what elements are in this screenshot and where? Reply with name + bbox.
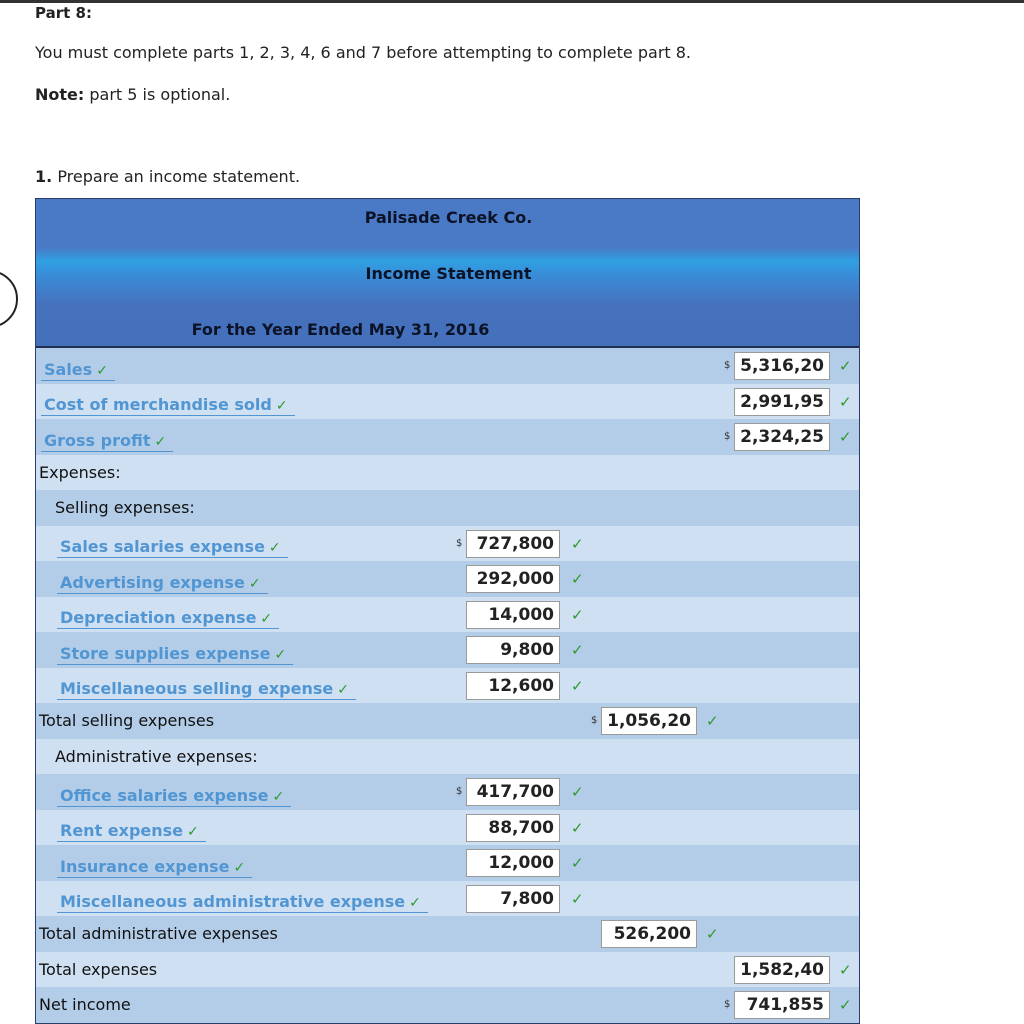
check-icon: ✓ — [409, 895, 421, 911]
store-supplies-amount-input[interactable]: 9,800 — [466, 636, 560, 664]
store-supplies-label-select[interactable]: Store supplies expense ✓ — [57, 644, 293, 665]
note-label: Note: — [35, 85, 85, 104]
check-icon: ✓ — [839, 996, 852, 1014]
row-selling-heading — [36, 490, 859, 526]
row-admin-heading — [36, 739, 859, 775]
note-text — [35, 85, 230, 104]
check-icon: ✓ — [706, 925, 719, 943]
total-selling-label: Total selling expenses — [39, 711, 215, 730]
statement-header — [36, 199, 859, 348]
dollar-sign: $ — [456, 786, 463, 797]
income-statement-table — [35, 198, 860, 1024]
depreciation-amount-input[interactable]: 14,000 — [466, 601, 560, 629]
insurance-label-select[interactable]: Insurance expense ✓ — [57, 857, 252, 878]
advertising-label-select[interactable]: Advertising expense ✓ — [57, 573, 268, 594]
check-icon: ✓ — [260, 611, 273, 627]
sales-label-select[interactable]: Sales ✓ — [41, 360, 115, 381]
row-depreciation — [36, 597, 859, 633]
check-icon: ✓ — [839, 428, 852, 446]
check-icon: ✓ — [839, 960, 852, 979]
row-cogs — [36, 384, 859, 420]
row-sales-salaries — [36, 526, 859, 562]
selling-expenses-heading: Selling expenses: — [55, 498, 195, 517]
check-icon: ✓ — [571, 854, 584, 872]
dollar-sign: $ — [724, 999, 731, 1010]
cogs-amount-input[interactable]: 2,991,95 — [734, 388, 830, 416]
total-admin-label: Total administrative expenses — [39, 924, 278, 943]
row-advertising — [36, 561, 859, 597]
check-icon: ✓ — [187, 824, 199, 840]
check-icon: ✓ — [571, 570, 584, 588]
row-net-income — [36, 987, 859, 1023]
part-title: Part 8: — [35, 4, 92, 22]
question-number: 1. — [35, 167, 53, 186]
check-icon: ✓ — [275, 398, 288, 414]
dollar-sign: $ — [724, 360, 731, 371]
net-income-label: Net income — [39, 995, 131, 1014]
note-body: part 5 is optional. — [89, 85, 231, 104]
dollar-sign: $ — [456, 537, 463, 549]
check-icon: ✓ — [248, 575, 261, 592]
check-icon: ✓ — [96, 362, 108, 379]
net-income-amount-input[interactable]: 741,855 — [734, 991, 830, 1019]
row-gross-profit — [36, 419, 859, 455]
total-selling-amount-input[interactable]: 1,056,20 — [601, 707, 697, 735]
check-icon: ✓ — [706, 712, 719, 730]
question-prompt — [35, 167, 300, 186]
advertising-amount-input[interactable]: 292,000 — [466, 565, 560, 593]
check-icon: ✓ — [268, 540, 281, 556]
statement-title: Income Statement — [365, 264, 532, 283]
check-icon: ✓ — [571, 676, 584, 695]
company-name: Palisade Creek Co. — [364, 208, 533, 227]
check-icon: ✓ — [154, 433, 167, 450]
rent-label-select[interactable]: Rent expense ✓ — [57, 821, 206, 842]
gross-profit-label-select[interactable]: Gross profit ✓ — [41, 431, 173, 452]
misc-admin-label-select[interactable]: Miscellaneous administrative expense ✓ — [57, 892, 428, 913]
sales-salaries-amount-input[interactable]: 727,800 — [466, 530, 560, 558]
misc-selling-label-select[interactable]: Miscellaneous selling expense ✓ — [57, 679, 356, 700]
total-expenses-label: Total expenses — [39, 959, 158, 979]
question-text: Prepare an income statement. — [57, 167, 301, 186]
misc-admin-amount-input[interactable]: 7,800 — [466, 885, 560, 913]
row-total-selling — [36, 703, 859, 739]
row-total-expenses — [36, 952, 859, 988]
depreciation-label-select[interactable]: Depreciation expense ✓ — [57, 608, 279, 629]
check-icon: ✓ — [233, 859, 246, 876]
row-rent — [36, 810, 859, 846]
office-salaries-label-select[interactable]: Office salaries expense ✓ — [57, 786, 291, 807]
check-icon: ✓ — [839, 357, 852, 375]
total-admin-amount-input[interactable]: 526,200 — [601, 920, 697, 948]
check-icon: ✓ — [571, 641, 584, 659]
dollar-sign: $ — [724, 431, 731, 442]
row-insurance — [36, 845, 859, 881]
insurance-amount-input[interactable]: 12,000 — [466, 849, 560, 877]
check-icon: ✓ — [274, 646, 287, 663]
cogs-label-select[interactable]: Cost of merchandise sold ✓ — [41, 395, 295, 416]
row-sales — [36, 348, 859, 384]
row-store-supplies — [36, 632, 859, 668]
row-office-salaries — [36, 774, 859, 810]
expenses-heading: Expenses: — [39, 462, 121, 482]
total-expenses-amount-input[interactable]: 1,582,40 — [734, 956, 830, 984]
instructions-text: You must complete parts 1, 2, 3, 4, 6 and 7 before attempting to complete part 8. — [35, 43, 692, 62]
check-icon: ✓ — [571, 605, 584, 624]
row-misc-selling — [36, 668, 859, 704]
check-icon: ✓ — [571, 534, 584, 553]
check-icon: ✓ — [272, 788, 285, 805]
admin-expenses-heading: Administrative expenses: — [55, 746, 258, 766]
statement-period: For the Year Ended May 31, 2016 — [191, 320, 490, 339]
check-icon: ✓ — [571, 818, 584, 837]
check-icon: ✓ — [571, 889, 584, 908]
sales-amount-input[interactable]: 5,316,20 — [734, 352, 830, 380]
check-icon: ✓ — [571, 783, 584, 801]
office-salaries-amount-input[interactable]: 417,700 — [466, 778, 560, 806]
misc-selling-amount-input[interactable]: 12,600 — [466, 672, 560, 700]
dollar-sign: $ — [591, 715, 598, 726]
rent-amount-input[interactable]: 88,700 — [466, 814, 560, 842]
row-expenses-heading — [36, 455, 859, 491]
gross-profit-amount-input[interactable]: 2,324,25 — [734, 423, 830, 451]
top-divider — [0, 0, 1024, 3]
row-total-admin — [36, 916, 859, 952]
check-icon: ✓ — [337, 682, 349, 698]
sales-salaries-label-select[interactable]: Sales salaries expense ✓ — [57, 537, 288, 558]
check-icon: ✓ — [839, 392, 852, 411]
row-misc-admin — [36, 881, 859, 917]
